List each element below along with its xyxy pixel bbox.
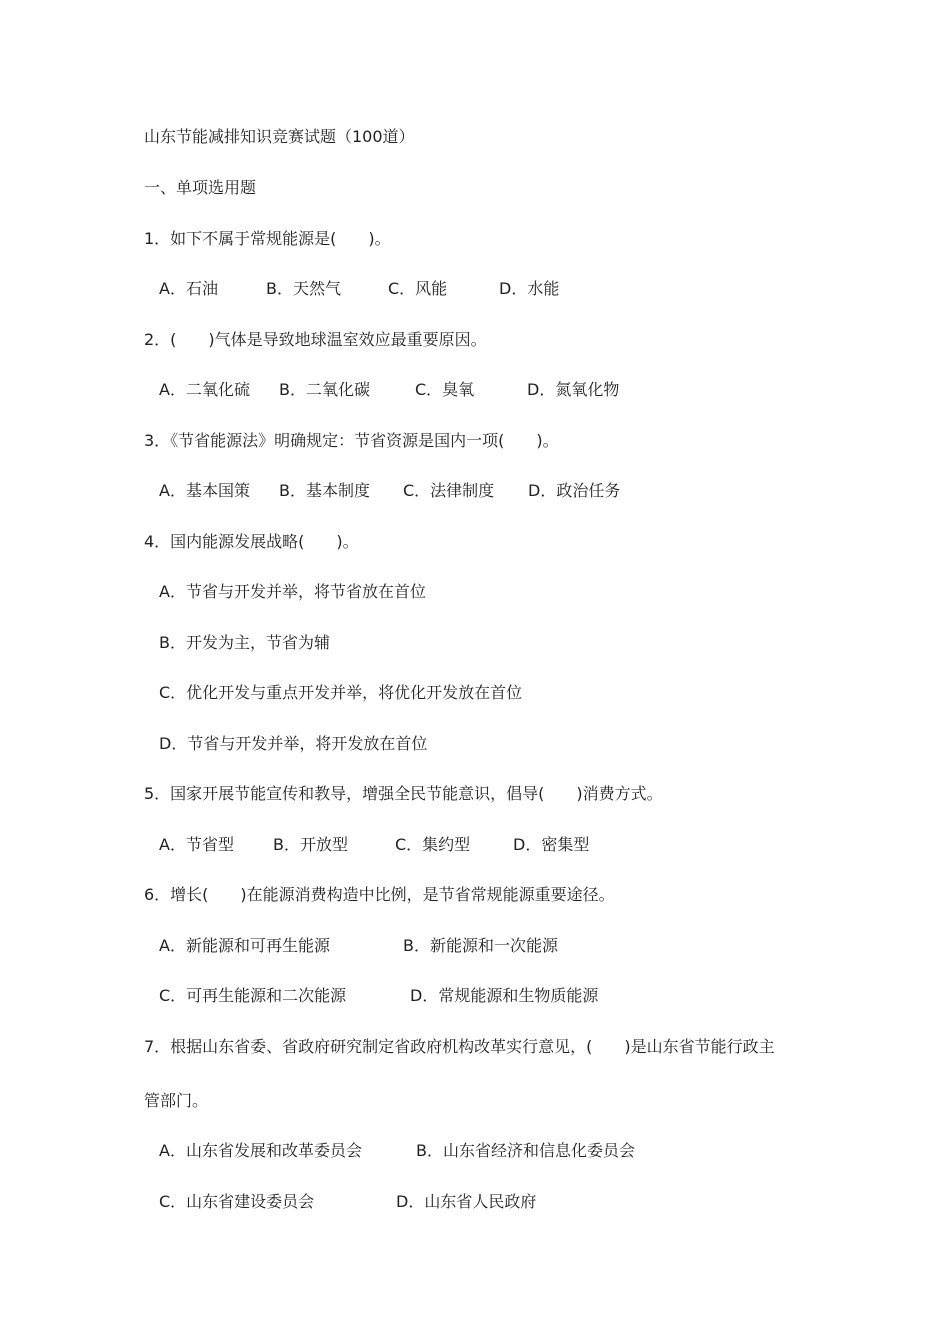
question-5-option-b: B．开放型 [273, 835, 348, 854]
question-1-option-a: A．石油 [159, 279, 218, 298]
question-2-option-d: D．氮氧化物 [527, 380, 620, 399]
question-4-option-a: A．节省与开发并举，将节省放在首位 [159, 582, 426, 601]
question-2-option-c: C．臭氧 [415, 380, 475, 399]
document-title: 山东节能减排知识竞赛试题（100道） [144, 127, 415, 146]
question-1-option-d: D．水能 [499, 279, 560, 298]
question-7-stem: 7．根据山东省委、省政府研究制定省政府机构改革实行意见，( )是山东省节能行政主 [144, 1037, 775, 1056]
question-6-option-c: C．可再生能源和二次能源 [159, 986, 347, 1005]
section-heading: 一、单项选用题 [144, 178, 257, 197]
question-4-option-b: B．开发为主，节省为辅 [159, 633, 330, 652]
question-6-option-d: D．常规能源和生物质能源 [410, 986, 599, 1005]
question-2-option-b: B．二氧化碳 [279, 380, 370, 399]
question-3-option-c: C．法律制度 [403, 481, 495, 500]
question-7-stem-continued: 管部门。 [144, 1091, 209, 1110]
question-7-option-c: C．山东省建设委员会 [159, 1192, 315, 1211]
question-5-stem: 5．国家开展节能宣传和教导，增强全民节能意识，倡导( )消费方式。 [144, 784, 663, 803]
question-2-option-a: A．二氧化硫 [159, 380, 250, 399]
question-3-stem: 3．《节省能源法》明确规定：节省资源是国内一项( )。 [144, 431, 559, 450]
question-2-stem: 2．( )气体是导致地球温室效应最重要原因。 [144, 330, 487, 349]
question-6-stem: 6．增长( )在能源消费构造中比例，是节省常规能源重要途径。 [144, 885, 615, 904]
question-3-option-b: B．基本制度 [279, 481, 370, 500]
question-6-option-a: A．新能源和可再生能源 [159, 936, 330, 955]
question-6-option-b: B．新能源和一次能源 [403, 936, 558, 955]
question-4-stem: 4．国内能源发展战略( )。 [144, 532, 359, 551]
question-1-option-c: C．风能 [388, 279, 448, 298]
question-4-option-c: C．优化开发与重点开发并举，将优化开发放在首位 [159, 683, 523, 702]
question-3-option-d: D．政治任务 [528, 481, 621, 500]
question-1-stem: 1．如下不属于常规能源是( )。 [144, 229, 391, 248]
question-1-option-b: B．天然气 [266, 279, 341, 298]
question-3-option-a: A．基本国策 [159, 481, 250, 500]
question-5-option-c: C．集约型 [395, 835, 471, 854]
question-5-option-d: D．密集型 [513, 835, 590, 854]
question-4-option-d: D．节省与开发并举，将开发放在首位 [159, 734, 428, 753]
question-7-option-a: A．山东省发展和改革委员会 [159, 1141, 362, 1160]
question-5-option-a: A．节省型 [159, 835, 234, 854]
question-7-option-d: D．山东省人民政府 [396, 1192, 537, 1211]
question-7-option-b: B．山东省经济和信息化委员会 [416, 1141, 635, 1160]
